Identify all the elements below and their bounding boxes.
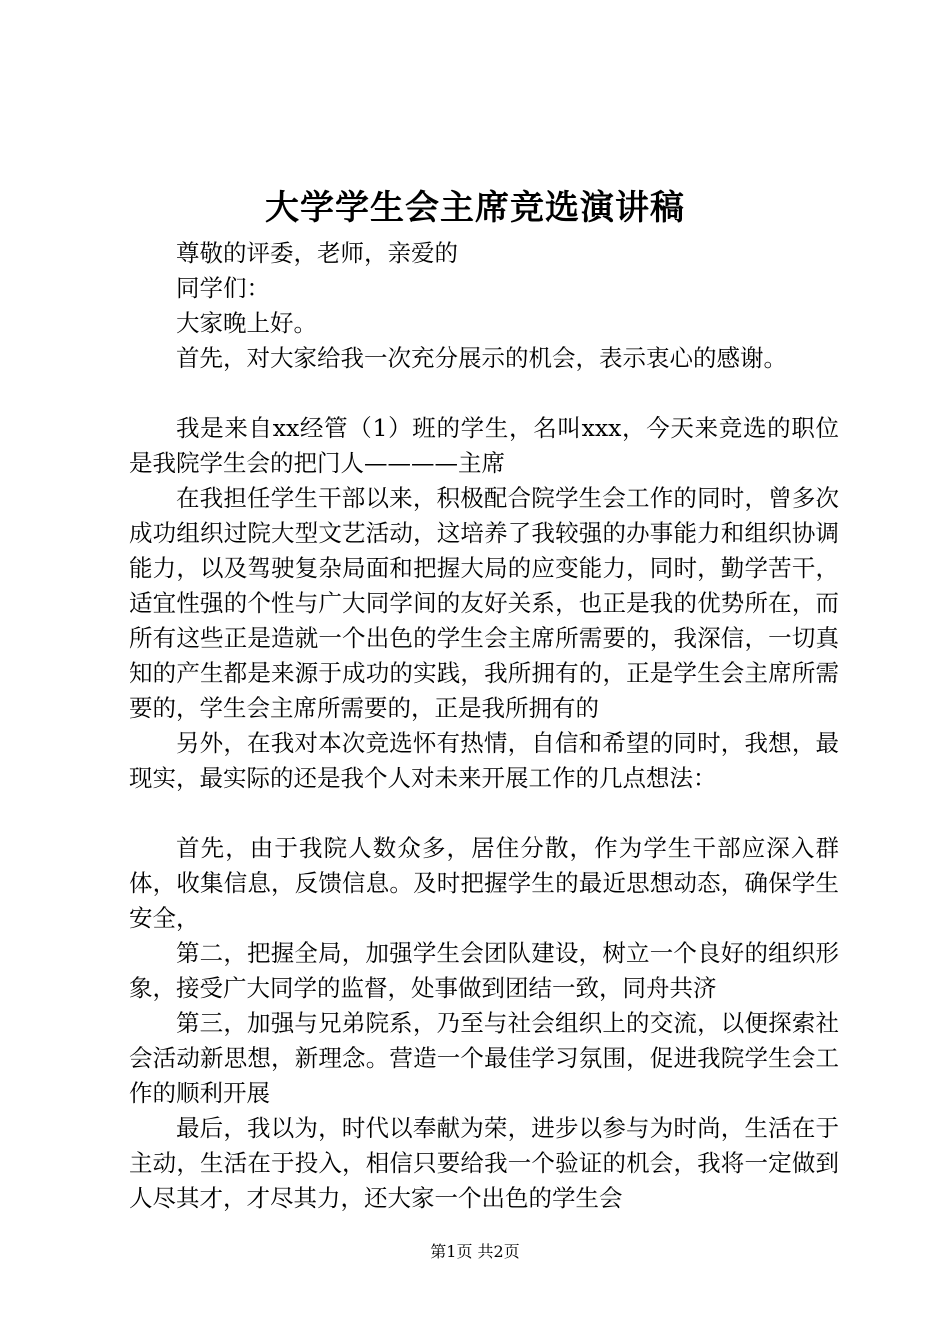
body-paragraph: 在我担任学生干部以来，积极配合院学生会工作的同时，曾多次成功组织过院大型文艺活动，这培养了我较强的办事能力和组织协调能力，以及驾驶复杂局面和把握大局的应变能力，同时，勤学苦干，适宜性强的个性与广大同学间的友好关系，也正是我的优势所在，而所有这些正是造就一个出色的学生会主席所需要的，我深信，一切真知的产生都是来源于成功的实践，我所拥有的，正是学生会主席所需要的，学生会主席所需要的，正是我所拥有的 bbox=[129, 484, 839, 722]
body-paragraph: 第二，把握全局，加强学生会团队建设，树立一个良好的组织形象，接受广大同学的监督，处事做到团结一致，同舟共济 bbox=[129, 939, 839, 1002]
body-paragraph: 我是来自xx经管（1）班的学生，名叫xxx，今天来竞选的职位是我院学生会的把门人————主席 bbox=[129, 414, 839, 477]
body-paragraph: 首先，由于我院人数众多，居住分散，作为学生干部应深入群体，收集信息，反馈信息。及时把握学生的最近思想动态，确保学生安全， bbox=[129, 834, 839, 932]
greeting-paragraph: 尊敬的评委，老师，亲爱的 bbox=[176, 239, 458, 267]
page-number-footer: 第1页 共2页 bbox=[430, 1242, 520, 1261]
body-paragraph: 首先，对大家给我一次充分展示的机会，表示衷心的感谢。 bbox=[176, 344, 787, 372]
body-paragraph: 最后，我以为，时代以奉献为荣，进步以参与为时尚，生活在于主动，生活在于投入，相信只要给我一个验证的机会，我将一定做到人尽其才，才尽其力，还大家一个出色的学生会 bbox=[129, 1114, 839, 1212]
body-paragraph: 另外，在我对本次竞选怀有热情，自信和希望的同时，我想，最现实，最实际的还是我个人对未来开展工作的几点想法： bbox=[129, 729, 839, 792]
document-title: 大学学生会主席竞选演讲稿 bbox=[265, 188, 685, 228]
greeting-paragraph: 大家晚上好。 bbox=[176, 309, 317, 337]
document-body bbox=[129, 236, 839, 1216]
body-paragraph: 第三，加强与兄弟院系，乃至与社会组织上的交流，以便探索社会活动新思想，新理念。营造一个最佳学习氛围，促进我院学生会工作的顺利开展 bbox=[129, 1009, 839, 1107]
greeting-paragraph: 同学们： bbox=[176, 274, 270, 302]
